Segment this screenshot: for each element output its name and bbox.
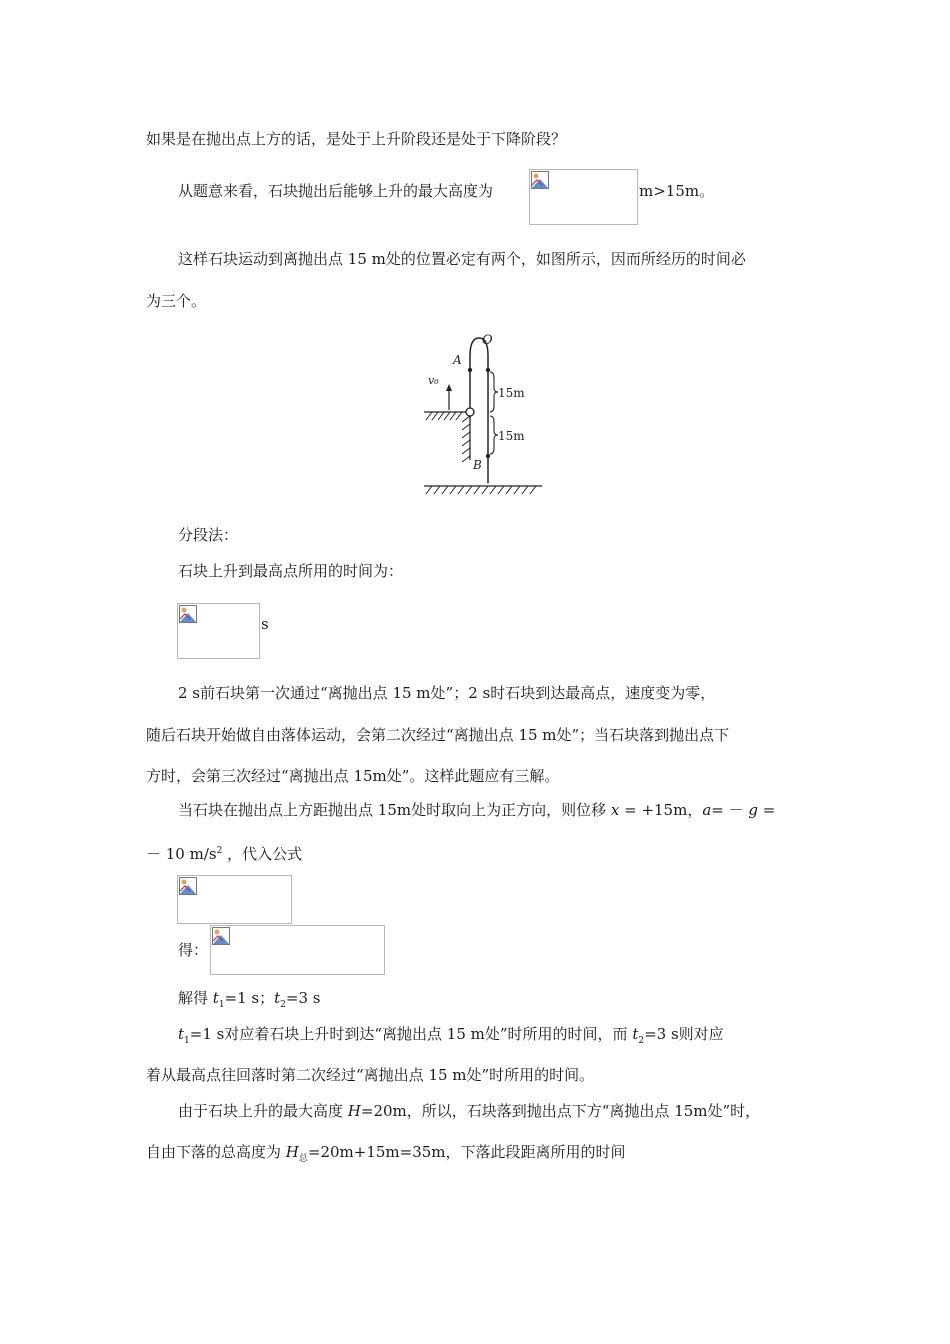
line-18-a: 自由下落的总高度为 bbox=[146, 1143, 286, 1161]
displacement-formula-image bbox=[177, 875, 292, 924]
text-line-15 bbox=[178, 1023, 724, 1052]
text-line-4: 为三个。 bbox=[146, 292, 207, 310]
label-15m-lower: 15m bbox=[498, 429, 525, 443]
var-H-total: H bbox=[285, 1143, 299, 1161]
line-17-b: =20m，所以，石块落到抛出点下方“离抛出点 15m处”时， bbox=[360, 1102, 761, 1120]
text-line-1: 如果是在抛出点上方的话，是处于上升阶段还是处于下降阶段？ bbox=[146, 130, 567, 148]
var-t2: t bbox=[274, 989, 281, 1007]
var-t1: t bbox=[212, 989, 219, 1007]
line-11-b: = +15m， bbox=[619, 801, 703, 819]
label-15m-upper: 15m bbox=[498, 386, 525, 400]
text-line-2b: m>15m。 bbox=[639, 182, 715, 200]
line-12-b: ，代入公式 bbox=[222, 845, 303, 863]
sub-2b: 2 bbox=[638, 1036, 645, 1046]
var-H: H bbox=[347, 1102, 361, 1120]
line-18-b: =20m+15m=35m，下落此段距离所用的时间 bbox=[307, 1143, 626, 1161]
line-15-a: =1 s对应着石块上升时到达“离抛出点 15 m处”时所用的时间，而 bbox=[189, 1025, 633, 1043]
var-t1b: t bbox=[178, 1025, 185, 1043]
text-line-10: 方时，会第三次经过“离抛出点 15m处”。这样此题应有三解。 bbox=[146, 767, 560, 785]
label-v0: v₀ bbox=[428, 374, 439, 387]
broken-image-icon bbox=[212, 927, 230, 945]
line-11-e: = bbox=[758, 801, 776, 819]
text-line-2a: 从题意来看，石块抛出后能够上升的最大高度为 bbox=[178, 182, 494, 200]
line-11-d: = － bbox=[711, 801, 744, 819]
line-14-a: 解得 bbox=[178, 989, 213, 1007]
max-height-formula-image bbox=[529, 169, 638, 225]
text-line-18 bbox=[146, 1141, 626, 1170]
line-15-b: =3 s则对应 bbox=[644, 1025, 724, 1043]
text-line-9: 随后石块开始做自由落体运动，会第二次经过“离抛出点 15 m处”；当石块落到抛出点下 bbox=[146, 726, 730, 744]
var-t2b: t bbox=[632, 1025, 639, 1043]
text-line-8: 2 s前石块第一次通过“离抛出点 15 m处”；2 s时石块到达最高点，速度变为零， bbox=[178, 684, 716, 702]
text-line-7: s bbox=[261, 615, 269, 633]
text-line-3: 这样石块运动到离抛出点 15 m处的位置必定有两个，如图所示，因而所经历的时间必 bbox=[178, 250, 746, 268]
text-line-17 bbox=[178, 1100, 760, 1122]
rise-time-formula-image bbox=[177, 603, 260, 659]
sub-2: 2 bbox=[280, 1000, 286, 1010]
line-14-b: =1 s； bbox=[224, 989, 275, 1007]
text-line-11 bbox=[178, 799, 775, 821]
label-B: B bbox=[473, 458, 482, 472]
text-line-14 bbox=[178, 987, 320, 1016]
broken-image-icon bbox=[179, 605, 197, 623]
sub-1: 1 bbox=[218, 1000, 225, 1010]
stone-motion-diagram bbox=[418, 328, 548, 498]
line-12-sup: 2 bbox=[216, 846, 223, 856]
broken-image-icon bbox=[179, 877, 197, 895]
sub-1b: 1 bbox=[184, 1036, 190, 1046]
var-g: g bbox=[748, 801, 759, 819]
text-line-16: 着从最高点往回落时第二次经过“离抛出点 15 m处”时所用的时间。 bbox=[146, 1066, 595, 1084]
line-11-a: 当石块在抛出点上方距抛出点 15m处时取向上为正方向，则位移 bbox=[178, 801, 607, 819]
line-14-c: =3 s bbox=[285, 989, 321, 1007]
var-a: a bbox=[702, 801, 712, 819]
label-A: A bbox=[453, 353, 462, 367]
sub-total: 总 bbox=[298, 1154, 308, 1164]
text-line-13: 得： bbox=[178, 941, 209, 959]
text-line-5: 分段法： bbox=[178, 526, 239, 544]
text-line-12 bbox=[146, 840, 302, 865]
var-x: x bbox=[610, 801, 620, 819]
line-17-a: 由于石块上升的最大高度 bbox=[178, 1102, 348, 1120]
substituted-equation-image bbox=[210, 925, 385, 975]
text-line-6: 石块上升到最高点所用的时间为： bbox=[178, 562, 404, 580]
broken-image-icon bbox=[531, 171, 549, 189]
label-O: O bbox=[482, 333, 493, 348]
line-12-a: － 10 m/s bbox=[146, 845, 217, 863]
